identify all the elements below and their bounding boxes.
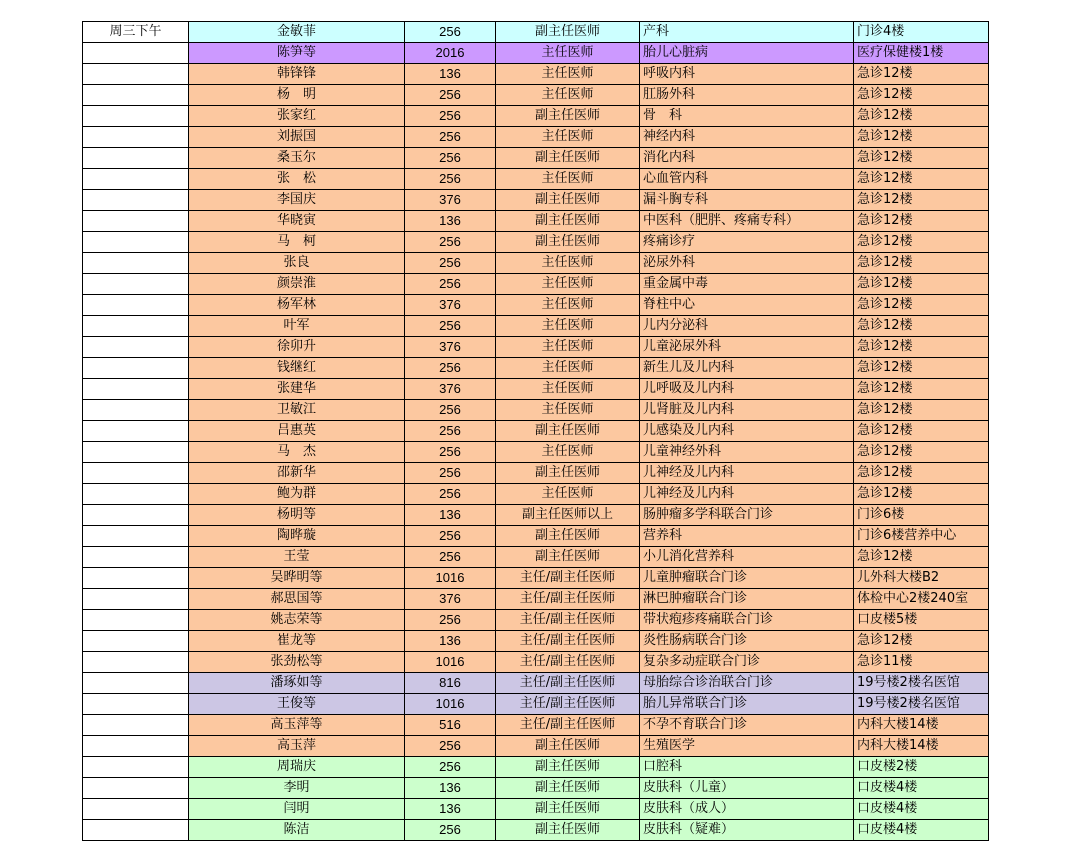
title-cell: 主任/副主任医师	[496, 589, 640, 610]
department-cell: 生殖医学	[640, 736, 854, 757]
table-row	[83, 631, 989, 652]
doctor-name-cell: 周瑞庆	[189, 757, 405, 778]
empty-day-cell	[83, 820, 189, 841]
location-cell: 体检中心2楼240室	[854, 589, 989, 610]
table-row	[83, 610, 989, 631]
location-cell: 急诊12楼	[854, 85, 989, 106]
title-cell: 副主任医师	[496, 799, 640, 820]
table-row	[83, 799, 989, 820]
title-cell: 主任医师	[496, 400, 640, 421]
table-row	[83, 736, 989, 757]
title-cell: 主任医师	[496, 274, 640, 295]
department-cell: 儿神经及儿内科	[640, 484, 854, 505]
table-row	[83, 526, 989, 547]
table-row	[83, 106, 989, 127]
doctor-name-cell: 高玉萍	[189, 736, 405, 757]
table-row	[83, 316, 989, 337]
empty-day-cell	[83, 295, 189, 316]
location-cell: 急诊12楼	[854, 631, 989, 652]
title-cell: 主任医师	[496, 337, 640, 358]
location-cell: 急诊12楼	[854, 295, 989, 316]
title-cell: 主任医师	[496, 127, 640, 148]
department-cell: 皮肤科（儿童）	[640, 778, 854, 799]
empty-day-cell	[83, 148, 189, 169]
fee-cell: 376	[405, 379, 496, 400]
empty-day-cell	[83, 43, 189, 64]
location-cell: 门诊4楼	[854, 22, 989, 43]
doctor-name-cell: 桑玉尔	[189, 148, 405, 169]
empty-day-cell	[83, 505, 189, 526]
doctor-name-cell: 杨 明	[189, 85, 405, 106]
table-row	[83, 127, 989, 148]
location-cell: 急诊12楼	[854, 232, 989, 253]
title-cell: 副主任医师	[496, 463, 640, 484]
department-cell: 皮肤科（成人）	[640, 799, 854, 820]
location-cell: 内科大楼14楼	[854, 736, 989, 757]
fee-cell: 256	[405, 442, 496, 463]
empty-day-cell	[83, 568, 189, 589]
fee-cell: 136	[405, 631, 496, 652]
location-cell: 急诊12楼	[854, 64, 989, 85]
fee-cell: 256	[405, 358, 496, 379]
department-cell: 皮肤科（疑难）	[640, 820, 854, 841]
table-row	[83, 589, 989, 610]
title-cell: 主任医师	[496, 358, 640, 379]
title-cell: 副主任医师	[496, 547, 640, 568]
table-row	[83, 820, 989, 841]
doctor-name-cell: 刘振国	[189, 127, 405, 148]
title-cell: 主任医师	[496, 442, 640, 463]
table-row	[83, 400, 989, 421]
doctor-name-cell: 崔龙等	[189, 631, 405, 652]
department-cell: 中医科（肥胖、疼痛专科）	[640, 211, 854, 232]
fee-cell: 256	[405, 421, 496, 442]
empty-day-cell	[83, 631, 189, 652]
department-cell: 小儿消化营养科	[640, 547, 854, 568]
table-row	[83, 190, 989, 211]
doctor-name-cell: 张 松	[189, 169, 405, 190]
location-cell: 急诊12楼	[854, 274, 989, 295]
doctor-name-cell: 闫明	[189, 799, 405, 820]
title-cell: 副主任医师	[496, 421, 640, 442]
table-row	[83, 652, 989, 673]
empty-day-cell	[83, 421, 189, 442]
department-cell: 疼痛诊疗	[640, 232, 854, 253]
doctor-name-cell: 卫敏江	[189, 400, 405, 421]
table-row	[83, 64, 989, 85]
fee-cell: 2016	[405, 43, 496, 64]
department-cell: 胎儿异常联合门诊	[640, 694, 854, 715]
fee-cell: 136	[405, 211, 496, 232]
title-cell: 副主任医师	[496, 526, 640, 547]
table-row	[83, 547, 989, 568]
fee-cell: 516	[405, 715, 496, 736]
location-cell: 医疗保健楼1楼	[854, 43, 989, 64]
location-cell: 急诊12楼	[854, 148, 989, 169]
department-cell: 神经内科	[640, 127, 854, 148]
empty-day-cell	[83, 526, 189, 547]
doctor-name-cell: 华晓寅	[189, 211, 405, 232]
doctor-name-cell: 徐卯升	[189, 337, 405, 358]
empty-day-cell	[83, 106, 189, 127]
table-row	[83, 442, 989, 463]
title-cell: 副主任医师	[496, 190, 640, 211]
title-cell: 主任/副主任医师	[496, 673, 640, 694]
empty-day-cell	[83, 589, 189, 610]
fee-cell: 256	[405, 106, 496, 127]
location-cell: 内科大楼14楼	[854, 715, 989, 736]
table-row	[83, 757, 989, 778]
table-row	[83, 715, 989, 736]
table-row	[83, 568, 989, 589]
title-cell: 主任医师	[496, 484, 640, 505]
title-cell: 主任/副主任医师	[496, 631, 640, 652]
fee-cell: 256	[405, 463, 496, 484]
location-cell: 急诊12楼	[854, 358, 989, 379]
department-cell: 淋巴肿瘤联合门诊	[640, 589, 854, 610]
location-cell: 19号楼2楼名医馆	[854, 673, 989, 694]
title-cell: 副主任医师	[496, 211, 640, 232]
department-cell: 带状疱疹疼痛联合门诊	[640, 610, 854, 631]
doctor-name-cell: 叶军	[189, 316, 405, 337]
empty-day-cell	[83, 673, 189, 694]
doctor-name-cell: 高玉萍等	[189, 715, 405, 736]
location-cell: 急诊12楼	[854, 211, 989, 232]
location-cell: 急诊12楼	[854, 400, 989, 421]
department-cell: 儿童神经外科	[640, 442, 854, 463]
location-cell: 口皮楼4楼	[854, 820, 989, 841]
empty-day-cell	[83, 379, 189, 400]
empty-day-cell	[83, 358, 189, 379]
schedule-body	[83, 22, 989, 841]
location-cell: 急诊12楼	[854, 442, 989, 463]
location-cell: 儿外科大楼B2	[854, 568, 989, 589]
department-cell: 儿肾脏及儿内科	[640, 400, 854, 421]
fee-cell: 1016	[405, 694, 496, 715]
empty-day-cell	[83, 484, 189, 505]
doctor-name-cell: 李明	[189, 778, 405, 799]
location-cell: 门诊6楼营养中心	[854, 526, 989, 547]
table-row	[83, 211, 989, 232]
empty-day-cell	[83, 736, 189, 757]
table-row	[83, 253, 989, 274]
table-row	[83, 463, 989, 484]
department-cell: 儿内分泌科	[640, 316, 854, 337]
empty-day-cell	[83, 610, 189, 631]
department-cell: 口腔科	[640, 757, 854, 778]
title-cell: 主任/副主任医师	[496, 568, 640, 589]
department-cell: 复杂多动症联合门诊	[640, 652, 854, 673]
empty-day-cell	[83, 316, 189, 337]
department-cell: 肛肠外科	[640, 85, 854, 106]
fee-cell: 256	[405, 22, 496, 43]
title-cell: 主任医师	[496, 85, 640, 106]
empty-day-cell	[83, 253, 189, 274]
location-cell: 急诊12楼	[854, 106, 989, 127]
fee-cell: 376	[405, 337, 496, 358]
title-cell: 主任医师	[496, 253, 640, 274]
table-row	[83, 421, 989, 442]
table-row	[83, 505, 989, 526]
doctor-name-cell: 杨明等	[189, 505, 405, 526]
department-cell: 产科	[640, 22, 854, 43]
department-cell: 肠肿瘤多学科联合门诊	[640, 505, 854, 526]
location-cell: 急诊11楼	[854, 652, 989, 673]
fee-cell: 256	[405, 169, 496, 190]
department-cell: 重金属中毒	[640, 274, 854, 295]
fee-cell: 256	[405, 253, 496, 274]
fee-cell: 256	[405, 484, 496, 505]
doctor-name-cell: 杨军林	[189, 295, 405, 316]
fee-cell: 376	[405, 295, 496, 316]
table-row	[83, 484, 989, 505]
department-cell: 儿童肿瘤联合门诊	[640, 568, 854, 589]
doctor-name-cell: 王俊等	[189, 694, 405, 715]
title-cell: 副主任医师	[496, 232, 640, 253]
empty-day-cell	[83, 757, 189, 778]
table-row	[83, 169, 989, 190]
fee-cell: 136	[405, 64, 496, 85]
location-cell: 急诊12楼	[854, 316, 989, 337]
fee-cell: 136	[405, 799, 496, 820]
department-cell: 消化内科	[640, 148, 854, 169]
title-cell: 主任医师	[496, 64, 640, 85]
fee-cell: 136	[405, 778, 496, 799]
location-cell: 口皮楼4楼	[854, 799, 989, 820]
empty-day-cell	[83, 547, 189, 568]
title-cell: 主任/副主任医师	[496, 694, 640, 715]
doctor-name-cell: 张家红	[189, 106, 405, 127]
empty-day-cell	[83, 442, 189, 463]
doctor-name-cell: 潘琢如等	[189, 673, 405, 694]
fee-cell: 376	[405, 589, 496, 610]
department-cell: 不孕不育联合门诊	[640, 715, 854, 736]
department-cell: 营养科	[640, 526, 854, 547]
department-cell: 新生儿及儿内科	[640, 358, 854, 379]
fee-cell: 256	[405, 610, 496, 631]
fee-cell: 256	[405, 232, 496, 253]
table-row	[83, 85, 989, 106]
title-cell: 主任医师	[496, 169, 640, 190]
doctor-name-cell: 李国庆	[189, 190, 405, 211]
empty-day-cell	[83, 715, 189, 736]
title-cell: 副主任医师	[496, 736, 640, 757]
fee-cell: 1016	[405, 568, 496, 589]
empty-day-cell	[83, 169, 189, 190]
empty-day-cell	[83, 211, 189, 232]
fee-cell: 256	[405, 85, 496, 106]
department-cell: 儿感染及儿内科	[640, 421, 854, 442]
title-cell: 副主任医师以上	[496, 505, 640, 526]
location-cell: 口皮楼5楼	[854, 610, 989, 631]
empty-day-cell	[83, 64, 189, 85]
title-cell: 主任/副主任医师	[496, 652, 640, 673]
title-cell: 主任医师	[496, 379, 640, 400]
day-label-cell: 周三下午	[83, 22, 189, 43]
empty-day-cell	[83, 337, 189, 358]
department-cell: 呼吸内科	[640, 64, 854, 85]
table-row	[83, 22, 989, 43]
fee-cell: 376	[405, 190, 496, 211]
fee-cell: 256	[405, 400, 496, 421]
table-row	[83, 379, 989, 400]
fee-cell: 256	[405, 757, 496, 778]
title-cell: 主任/副主任医师	[496, 610, 640, 631]
doctor-name-cell: 金敏菲	[189, 22, 405, 43]
doctor-name-cell: 吴晔明等	[189, 568, 405, 589]
doctor-name-cell: 陈笋等	[189, 43, 405, 64]
table-row	[83, 778, 989, 799]
location-cell: 口皮楼4楼	[854, 778, 989, 799]
fee-cell: 256	[405, 736, 496, 757]
fee-cell: 256	[405, 820, 496, 841]
doctor-name-cell: 钱继红	[189, 358, 405, 379]
department-cell: 脊柱中心	[640, 295, 854, 316]
empty-day-cell	[83, 652, 189, 673]
doctor-name-cell: 吕惠英	[189, 421, 405, 442]
doctor-name-cell: 颜崇淮	[189, 274, 405, 295]
department-cell: 炎性肠病联合门诊	[640, 631, 854, 652]
table-row	[83, 673, 989, 694]
empty-day-cell	[83, 463, 189, 484]
doctor-name-cell: 邵新华	[189, 463, 405, 484]
fee-cell: 136	[405, 505, 496, 526]
table-row	[83, 274, 989, 295]
title-cell: 副主任医师	[496, 820, 640, 841]
department-cell: 儿呼吸及儿内科	[640, 379, 854, 400]
title-cell: 主任/副主任医师	[496, 715, 640, 736]
doctor-name-cell: 张良	[189, 253, 405, 274]
title-cell: 副主任医师	[496, 106, 640, 127]
table-row	[83, 337, 989, 358]
fee-cell: 256	[405, 274, 496, 295]
department-cell: 泌尿外科	[640, 253, 854, 274]
doctor-name-cell: 鲍为群	[189, 484, 405, 505]
department-cell: 漏斗胸专科	[640, 190, 854, 211]
empty-day-cell	[83, 85, 189, 106]
fee-cell: 1016	[405, 652, 496, 673]
doctor-name-cell: 姚志荣等	[189, 610, 405, 631]
title-cell: 副主任医师	[496, 757, 640, 778]
location-cell: 急诊12楼	[854, 463, 989, 484]
table-row	[83, 232, 989, 253]
doctor-name-cell: 马 杰	[189, 442, 405, 463]
location-cell: 急诊12楼	[854, 379, 989, 400]
fee-cell: 256	[405, 127, 496, 148]
title-cell: 主任医师	[496, 43, 640, 64]
location-cell: 急诊12楼	[854, 547, 989, 568]
table-row	[83, 295, 989, 316]
department-cell: 胎儿心脏病	[640, 43, 854, 64]
doctor-name-cell: 马 柯	[189, 232, 405, 253]
empty-day-cell	[83, 778, 189, 799]
empty-day-cell	[83, 400, 189, 421]
location-cell: 急诊12楼	[854, 421, 989, 442]
schedule-table	[82, 21, 989, 841]
location-cell: 急诊12楼	[854, 484, 989, 505]
title-cell: 副主任医师	[496, 22, 640, 43]
location-cell: 口皮楼2楼	[854, 757, 989, 778]
fee-cell: 256	[405, 148, 496, 169]
empty-day-cell	[83, 232, 189, 253]
fee-cell: 256	[405, 316, 496, 337]
location-cell: 门诊6楼	[854, 505, 989, 526]
title-cell: 副主任医师	[496, 778, 640, 799]
title-cell: 主任医师	[496, 316, 640, 337]
doctor-name-cell: 王莹	[189, 547, 405, 568]
empty-day-cell	[83, 694, 189, 715]
table-row	[83, 358, 989, 379]
location-cell: 19号楼2楼名医馆	[854, 694, 989, 715]
title-cell: 副主任医师	[496, 148, 640, 169]
fee-cell: 256	[405, 547, 496, 568]
table-row	[83, 148, 989, 169]
empty-day-cell	[83, 190, 189, 211]
location-cell: 急诊12楼	[854, 127, 989, 148]
table-row	[83, 694, 989, 715]
department-cell: 骨 科	[640, 106, 854, 127]
department-cell: 儿神经及儿内科	[640, 463, 854, 484]
location-cell: 急诊12楼	[854, 169, 989, 190]
doctor-name-cell: 郝思国等	[189, 589, 405, 610]
table-row	[83, 43, 989, 64]
department-cell: 儿童泌尿外科	[640, 337, 854, 358]
fee-cell: 256	[405, 526, 496, 547]
empty-day-cell	[83, 127, 189, 148]
doctor-name-cell: 韩锋锋	[189, 64, 405, 85]
department-cell: 母胎综合诊治联合门诊	[640, 673, 854, 694]
doctor-name-cell: 张劲松等	[189, 652, 405, 673]
doctor-name-cell: 张建华	[189, 379, 405, 400]
empty-day-cell	[83, 274, 189, 295]
fee-cell: 816	[405, 673, 496, 694]
title-cell: 主任医师	[496, 295, 640, 316]
empty-day-cell	[83, 799, 189, 820]
location-cell: 急诊12楼	[854, 190, 989, 211]
doctor-name-cell: 陶晔璇	[189, 526, 405, 547]
doctor-name-cell: 陈洁	[189, 820, 405, 841]
location-cell: 急诊12楼	[854, 337, 989, 358]
location-cell: 急诊12楼	[854, 253, 989, 274]
department-cell: 心血管内科	[640, 169, 854, 190]
